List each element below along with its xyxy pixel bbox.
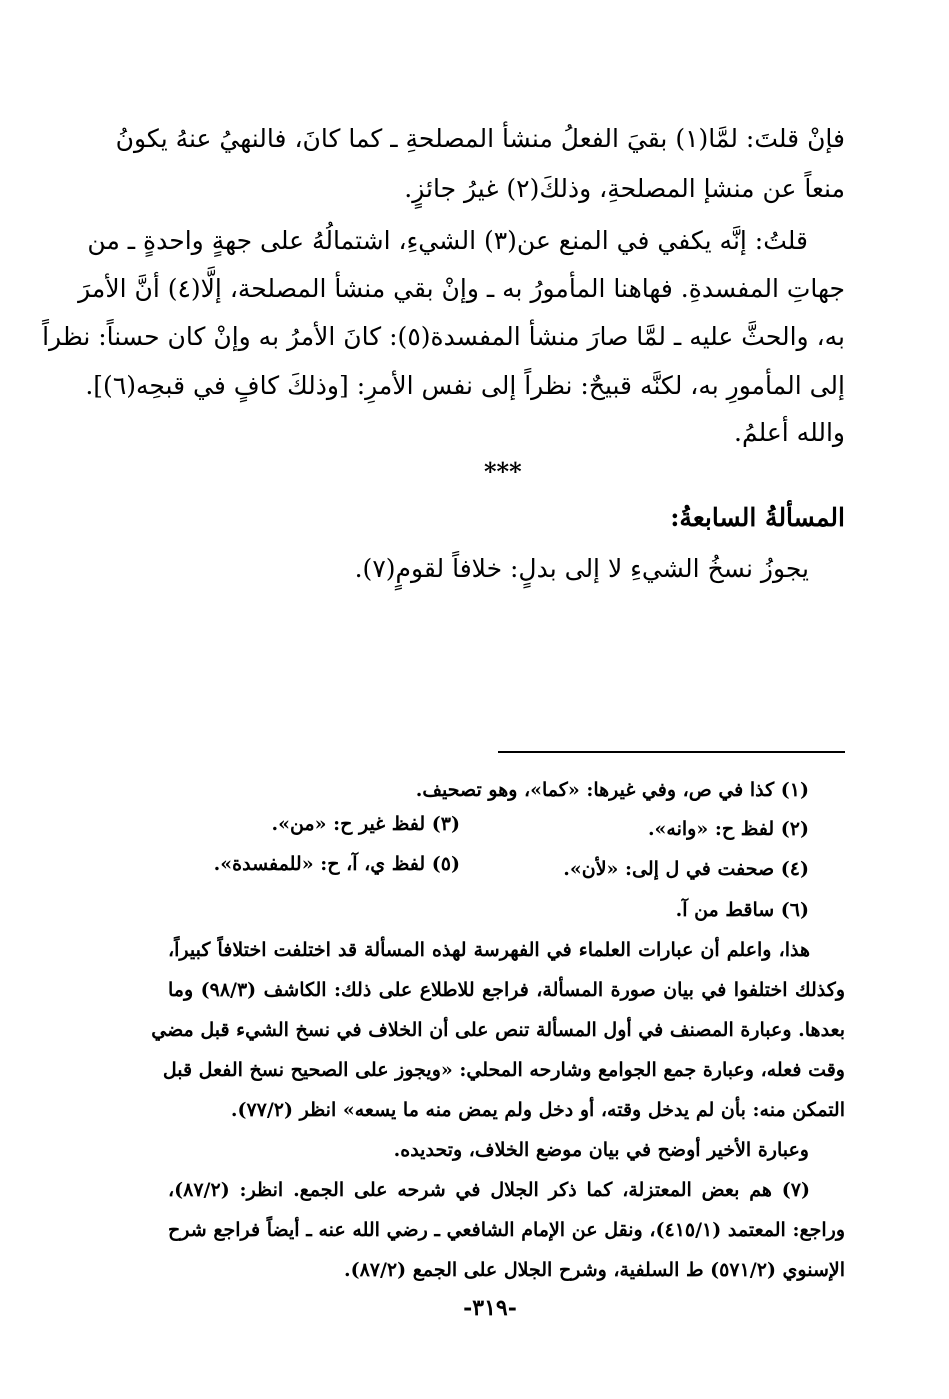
footnote-line: (٧) هم بعض المعتزلة، كما ذكر الجلال في شرحه على الجمع. انظر: (٨٧/٢)، (168, 1179, 810, 1201)
body-line: يجوزُ نسخُ الشيءِ لا إلى بدلٍ: خلافاً لقومٍ(٧). (354, 554, 809, 583)
footnote-line: وقت فعله، وعبارة جمع الجوامع وشارحه المحلي: «ويجوز على الصحيح نسخ الفعل قبل (162, 1059, 845, 1081)
body-line: والله أعلمُ. (734, 418, 845, 447)
footnote: (١) كذا في ص، وفي غيرها: «كما»، وهو تصحيف. (415, 779, 809, 801)
page-number: -٣١٩- (463, 1295, 517, 1321)
footnote: (٤) صحفت في ل إلى: «لأن». (563, 858, 809, 880)
body-line: جهاتِ المفسدةِ. فهاهنا المأمورُ به ـ وإنْ بقي منشأ المصلحة، إلَّا(٤) أنَّ الأمرَ (78, 274, 845, 303)
footnote-line: وعبارة الأخير أوضح في بيان موضع الخلاف، وتحديده. (393, 1139, 809, 1161)
footnote-line: الإسنوي (٥٧١/٢) ط السلفية، وشرح الجلال على الجمع (٨٧/٢). (343, 1259, 845, 1281)
body-line: فإنْ قلتَ: لمَّا(١) بقيَ الفعلُ منشأ المصلحةِ ـ كما كانَ، فالنهيُ عنهُ يكونُ (115, 124, 845, 153)
footnote-line: هذا، واعلم أن عبارات العلماء في الفهرسة لهذه المسألة قد اختلفت اختلافاً كبيراً، (168, 939, 810, 961)
footnote-divider (498, 751, 845, 753)
footnote: (٢) لفظ ح: «وانه». (647, 818, 809, 840)
footnote-line: وراجع: المعتمد (٤١٥/١)، ونقل عن الإمام الشافعي ـ رضي الله عنه ـ أيضاً فراجع شرح (168, 1219, 845, 1241)
section-separator: *** (484, 457, 522, 486)
body-line: إلى المأمورِ به، لكنَّه قبيحٌ: نظراً إلى نفس الأمرِ: [وذلكَ كافٍ في قبحِه(٦)]. (85, 371, 845, 400)
body-line: به، والحثَّ عليه ـ لمَّا صارَ منشأ المفسدة(٥): كانَ الأمرُ به وإنْ كان حسناً: نظراً (42, 322, 845, 351)
footnote-line: بعدها. وعبارة المصنف في أول المسألة تنص على أن الخلاف في نسخ الشيء قبل مضي (151, 1019, 845, 1041)
footnote: (٦) ساقط من آ. (675, 899, 809, 921)
footnote: (٥) لفظ ي، آ، ح: «للمفسدة». (213, 853, 460, 875)
body-line: منعاً عن منشإ المصلحةِ، وذلكَ(٢) غيرُ جائزٍ. (404, 174, 845, 203)
footnote: (٣) لفظ غير ح: «من». (271, 813, 460, 835)
section-heading: المسألةُ السابعةُ: (670, 503, 845, 532)
footnote-line: التمكن منه: بأن لم يدخل وقته، أو دخل ولم يمض منه ما يسعه» انظر (٧٧/٢). (230, 1099, 845, 1121)
body-line: قلتُ: إنَّه يكفي في المنع عن(٣) الشيءِ، اشتمالُهُ على جهةٍ واحدةٍ ـ من (87, 226, 808, 255)
footnote-line: وكذلك اختلفوا في بيان صورة المسألة، فراجع للاطلاع على ذلك: الكاشف (٩٨/٣) وما (168, 979, 846, 1001)
